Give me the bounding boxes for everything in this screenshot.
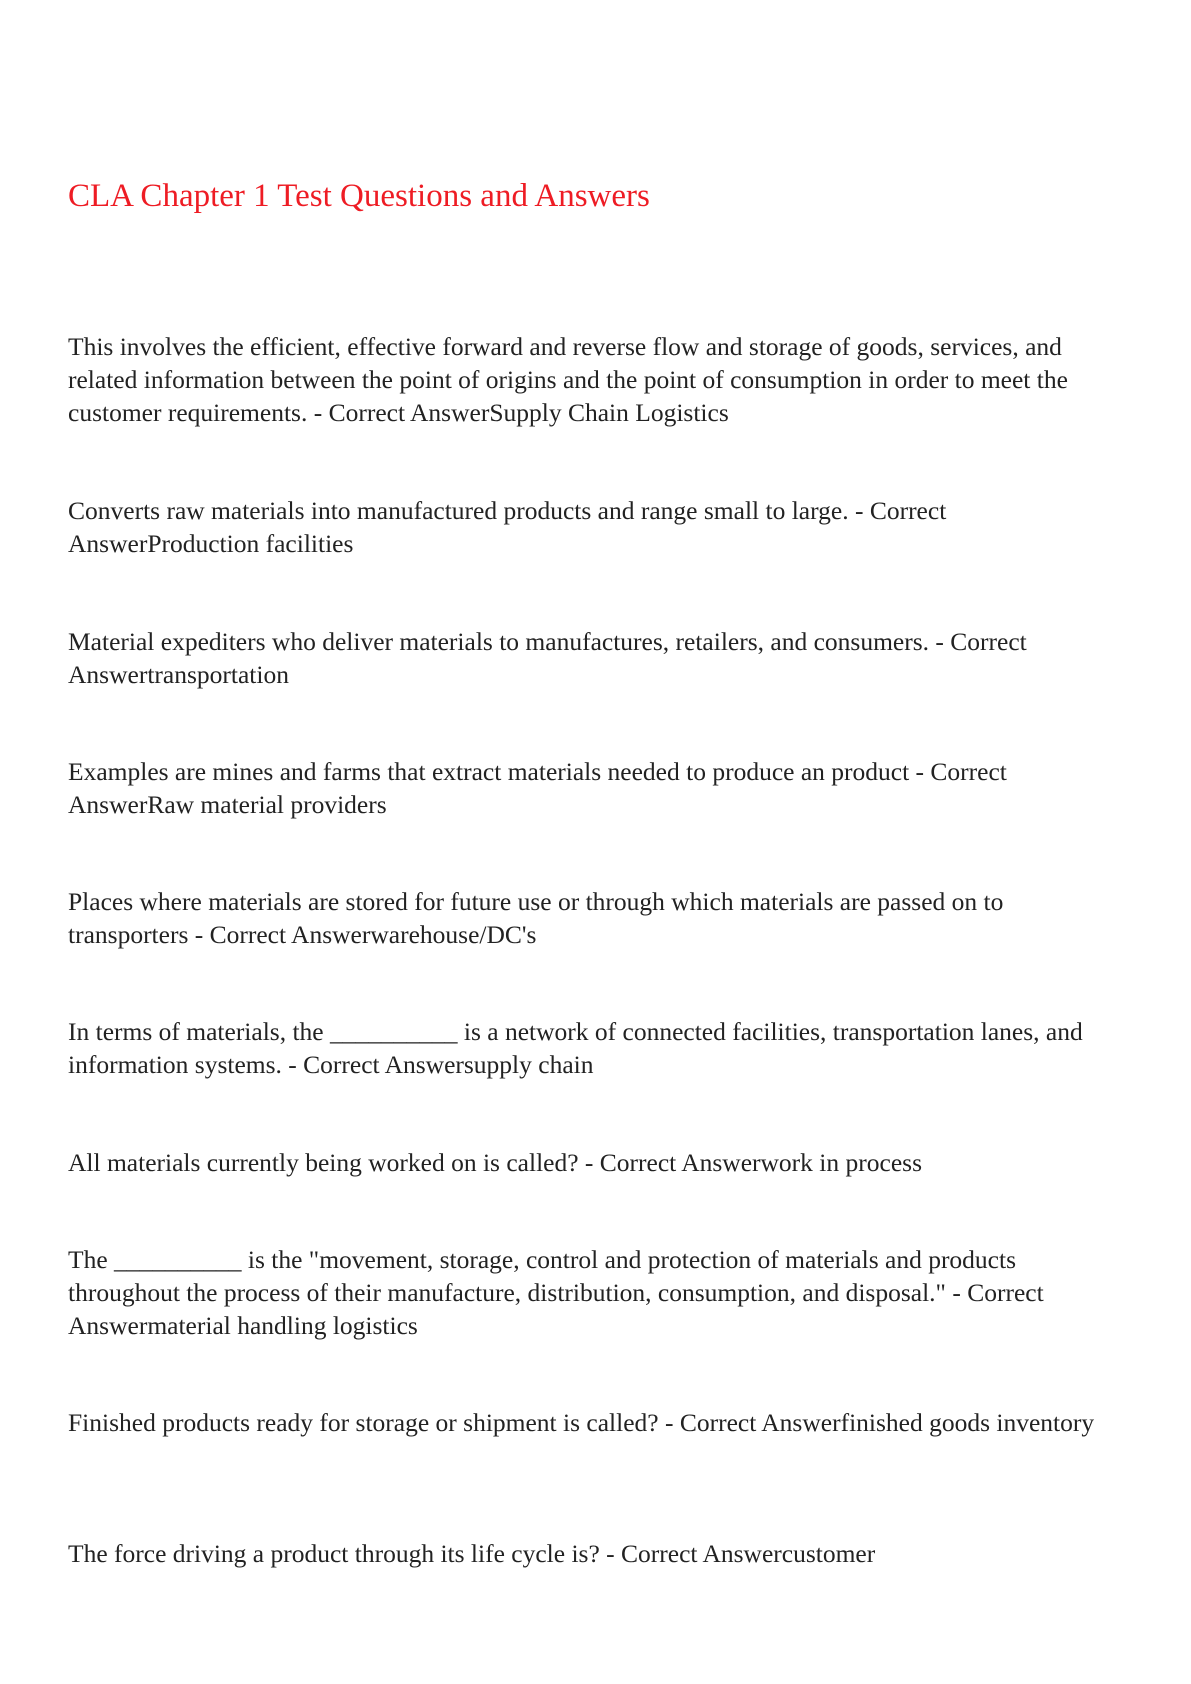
- qa-item-5: Places where materials are stored for future use or through which materials are passed on to transporters - Correct Answerwarehouse/DC's: [68, 887, 1004, 949]
- qa-item-1: This involves the efficient, effective forward and reverse flow and storage of goods, services, and related information between the point of origins and the point of consumption in order to meet the customer requirements. - Correct AnswerSupply Chain Logistics: [68, 332, 1068, 427]
- qa-item-9: Finished products ready for storage or shipment is called? - Correct Answerfinished goods inventory: [68, 1408, 1095, 1437]
- qa-item-3: Material expediters who deliver materials to manufactures, retailers, and consumers. - Correct Answertransportation: [68, 627, 1027, 689]
- qa-item-7: All materials currently being worked on is called? - Correct Answerwork in process: [68, 1148, 922, 1177]
- qa-item-2: Converts raw materials into manufactured products and range small to large. - Correct AnswerProduction facilities: [68, 496, 947, 558]
- qa-item-8: The __________ is the "movement, storage, control and protection of materials and products throughout the process of their manufacture, distribution, consumption, and disposal." - Correct Answermaterial handling logistics: [68, 1245, 1044, 1340]
- document-title: CLA Chapter 1 Test Questions and Answers: [68, 178, 650, 214]
- qa-item-6: In terms of materials, the __________ is a network of connected facilities, transportation lanes, and information systems. - Correct Answersupply chain: [68, 1017, 1083, 1079]
- qa-item-4: Examples are mines and farms that extract materials needed to produce an product - Correct AnswerRaw material providers: [68, 757, 1007, 819]
- qa-item-10: The force driving a product through its life cycle is? - Correct Answercustomer: [68, 1539, 876, 1568]
